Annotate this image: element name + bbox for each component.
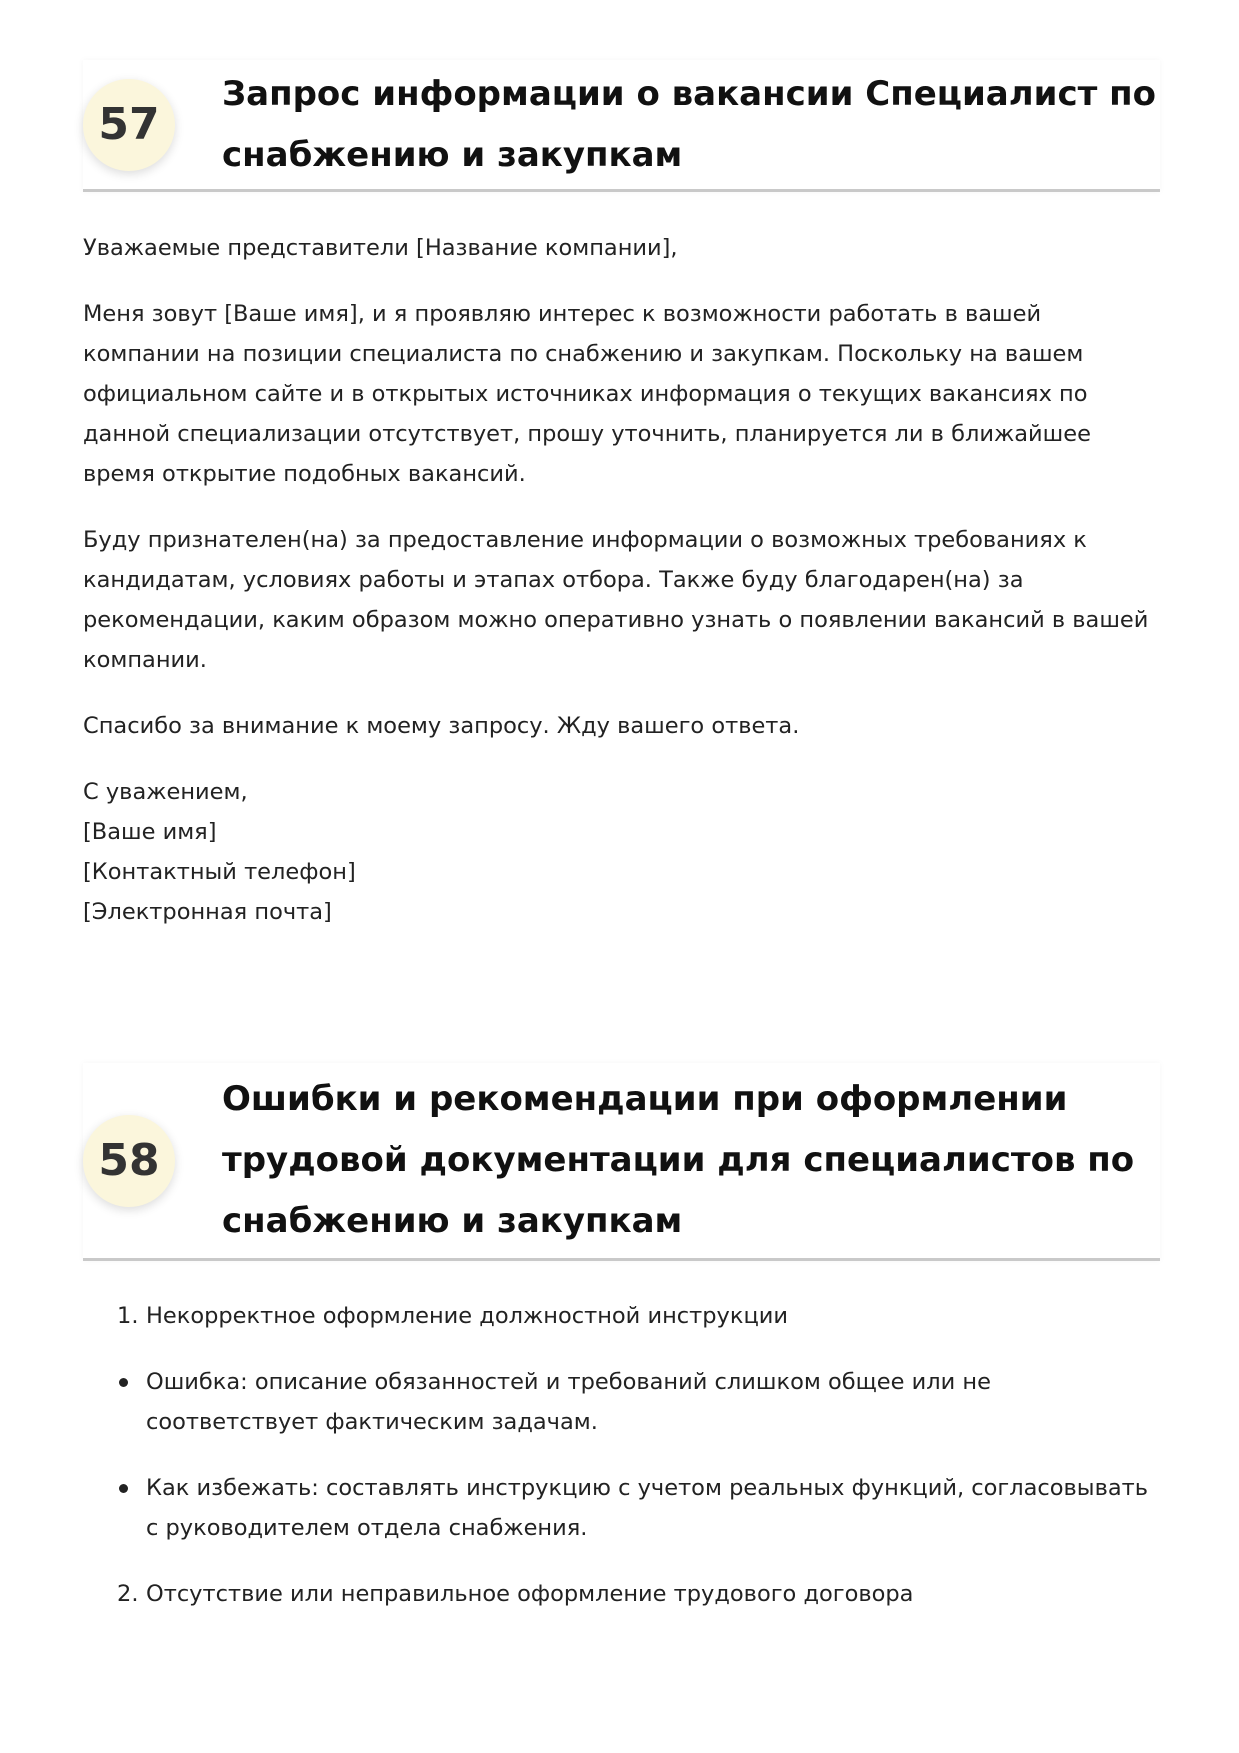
letter-paragraph: Буду признателен(на) за предоставление информации о возможных требованиях к кандидатам, условиях работы и этапах отбора. Также буду благодарен(на) за рекомендации, каким образом можно оперативно узнать о появлении вакансий в вашей компании. xyxy=(83,527,1149,673)
recommendations-list xyxy=(83,1296,1160,1640)
list-item-text: Ошибка: описание обязанностей и требований слишком общее или не соответствует фактическим задачам. xyxy=(146,1369,991,1435)
list-number: 1. xyxy=(117,1303,139,1329)
list-number: 2. xyxy=(117,1581,139,1607)
list-item-text: Некорректное оформление должностной инструкции xyxy=(146,1303,789,1329)
signature-email: [Электронная почта] xyxy=(83,899,332,925)
list-item-text: Как избежать: составлять инструкцию с учетом реальных функций, согласовывать с руководителем отдела снабжения. xyxy=(146,1475,1148,1541)
list-item-text: Отсутствие или неправильное оформление трудового договора xyxy=(146,1581,914,1607)
bullet-icon xyxy=(119,1484,128,1493)
section-title: Запрос информации о вакансии Специалист по снабжению и закупкам xyxy=(222,73,1156,175)
signature-closing: С уважением, xyxy=(83,779,248,805)
list-item xyxy=(83,1296,1160,1336)
signature-name: [Ваше имя] xyxy=(83,819,217,845)
bullet-icon xyxy=(119,1378,128,1387)
section-number-badge: 58 xyxy=(83,1115,175,1207)
section-title: Ошибки и рекомендации при оформлении трудовой документации для специалистов по снабжению и закупкам xyxy=(222,1079,1135,1241)
letter-signature xyxy=(83,772,1160,932)
section-number-badge: 57 xyxy=(83,79,175,171)
letter-paragraph: Спасибо за внимание к моему запросу. Жду вашего ответа. xyxy=(83,713,800,739)
letter-greeting: Уважаемые представители [Название компании], xyxy=(83,235,678,261)
list-item xyxy=(83,1362,1160,1442)
letter-body xyxy=(83,228,1160,932)
list-item xyxy=(83,1468,1160,1548)
section-58-header xyxy=(83,1063,1160,1261)
list-item xyxy=(83,1574,1160,1614)
section-57-header xyxy=(83,60,1160,192)
signature-phone: [Контактный телефон] xyxy=(83,859,356,885)
letter-paragraph: Меня зовут [Ваше имя], и я проявляю интерес к возможности работать в вашей компании на позиции специалиста по снабжению и закупкам. Поскольку на вашем официальном сайте и в открытых источниках информация о текущих вакансиях по данной специализации отсутствует, прошу уточнить, планируется ли в ближайшее время открытие подобных вакансий. xyxy=(83,301,1091,487)
